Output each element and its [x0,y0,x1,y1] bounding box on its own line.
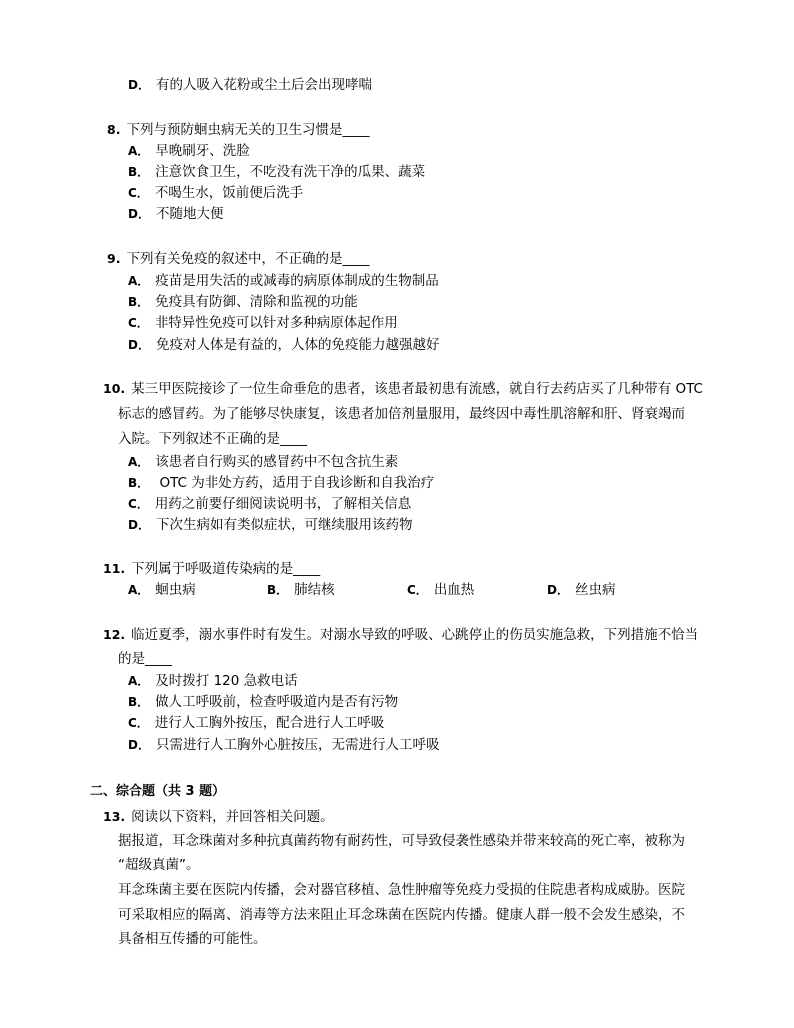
option-text: OTC 为非处方药，适用于自我诊断和自我治疗 [155,475,435,491]
q11-option-a [128,581,196,599]
option-letter: D． [128,338,150,352]
q10-option-d [128,516,412,534]
q11-option-c [407,581,474,599]
question-text: 临近夏季，溺水事件时有发生。对溺水导致的呼吸、心跳停止的伤员实施急救，下列措施不恰当 [131,627,699,643]
q7-option-d [128,76,372,94]
question-number: 9. [107,251,121,266]
q11-option-d [547,581,615,599]
option-text: 做人工呼吸前，检查呼吸道内是否有污物 [155,694,399,710]
q12-option-d [128,736,439,754]
option-text: 蛔虫病 [155,582,196,598]
option-text: 不喝生水，饭前便后洗手 [154,185,304,201]
option-text: 早晚刷牙、洗脸 [155,143,250,159]
q10-stem-line-2 [118,405,685,423]
option-letter: D． [547,583,569,597]
option-text: 丝虫病 [574,582,616,598]
option-text: 用药之前要仔细阅读说明书，了解相关信息 [154,496,412,512]
q12-option-a [128,672,298,690]
q9-option-a [128,272,439,290]
question-text: 阅读以下资料，并回答相关问题。 [131,809,334,825]
option-letter: A． [128,144,150,158]
q12-stem-line-1 [103,626,698,644]
q13-para-line-2: “超级真菌”。 [118,857,200,873]
q10-stem-line-1 [103,380,703,398]
option-text: 及时拨打 120 急救电话 [155,673,298,689]
option-letter: B． [128,695,150,709]
option-text: 下次生病如有类似症状，可继续服用该药物 [155,517,413,533]
question-text: 下列属于呼吸道传染病的是____ [131,561,321,577]
question-text: 下列与预防蛔虫病无关的卫生习惯是____ [126,122,370,138]
q13-para-line-4: 可采取相应的隔离、消毒等方法来阻止耳念珠菌在医院内传播。健康人群一般不会发生感染，不 [118,907,685,923]
option-letter: D． [128,78,150,92]
q9-option-d [128,336,439,354]
question-number: 10. [103,381,126,396]
q8-option-d [128,205,223,223]
question-number: 13. [103,809,126,824]
option-text: 该患者自行购买的感冒药中不包含抗生素 [155,454,399,470]
option-letter: B． [128,476,150,490]
question-number: 12. [103,627,126,642]
q10-stem-line-3 [118,430,307,448]
q11-stem [103,560,320,578]
question-text: 入院。下列叙述不正确的是____ [118,431,307,447]
option-letter: C． [128,316,149,330]
option-letter: C． [128,497,149,511]
option-letter: B． [128,295,150,309]
option-text: 不随地大便 [155,206,224,222]
q9-option-b [128,293,358,311]
option-letter: D． [128,738,150,752]
question-text: 标志的感冒药。为了能够尽快康复，该患者加倍剂量服用，最终因中毒性肌溶解和肝、肾衰竭而 [118,406,685,422]
option-letter: D． [128,518,150,532]
option-text: 免疫对人体是有益的，人体的免疫能力越强越好 [155,337,440,353]
q11-option-b [267,581,335,599]
option-letter: C． [128,186,149,200]
option-text: 肺结核 [294,582,335,598]
option-letter: A． [128,274,150,288]
q10-option-c [128,495,411,513]
q12-option-c [128,714,384,732]
option-letter: A． [128,674,150,688]
question-number: 11. [103,561,126,576]
q8-option-c [128,184,303,202]
option-text: 出血热 [433,582,475,598]
q13-para-line-5: 具备相互传播的可能性。 [118,931,267,947]
option-text: 免疫具有防御、清除和监视的功能 [155,294,358,310]
option-text: 有的人吸入花粉或尘土后会出现哮喘 [155,77,372,93]
option-text: 疫苗是用失活的或减毒的病原体制成的生物制品 [155,273,439,289]
option-text: 注意饮食卫生，不吃没有洗干净的瓜果、蔬菜 [155,164,426,180]
option-letter: B． [128,165,150,179]
q13-para-line-3: 耳念珠菌主要在医院内传播，会对器官移植、急性肿瘤等免疫力受损的住院患者构成威胁。医院 [118,882,685,898]
q10-option-b [128,474,434,492]
option-letter: D． [128,207,150,221]
question-text: 的是____ [118,651,172,667]
question-text: 下列有关免疫的叙述中，不正确的是____ [126,251,370,267]
question-text: 某三甲医院接诊了一位生命垂危的患者，该患者最初患有流感，就自行去药店买了几种带有 OTC [131,381,703,397]
option-letter: C． [407,583,428,597]
option-letter: B． [267,583,289,597]
option-text: 非特异性免疫可以针对多种病原体起作用 [154,315,398,331]
option-letter: A． [128,583,150,597]
option-letter: C． [128,716,149,730]
q13-para-line-1: 据报道，耳念珠菌对多种抗真菌药物有耐药性，可导致侵袭性感染并带来较高的死亡率，被称为 [118,833,685,849]
q9-stem [107,250,369,268]
q12-stem-line-2 [118,650,172,668]
q8-stem [107,121,369,139]
q13-stem [103,808,334,826]
q10-option-a [128,453,398,471]
q9-option-c [128,314,398,332]
question-number: 8. [107,122,121,137]
q12-option-b [128,693,398,711]
q8-option-a [128,142,250,160]
section-title: 二、综合题（共 3 题） [90,784,226,799]
option-text: 只需进行人工胸外心脏按压，无需进行人工呼吸 [155,737,440,753]
option-text: 进行人工胸外按压，配合进行人工呼吸 [154,715,385,731]
option-letter: A． [128,455,150,469]
q8-option-b [128,163,425,181]
